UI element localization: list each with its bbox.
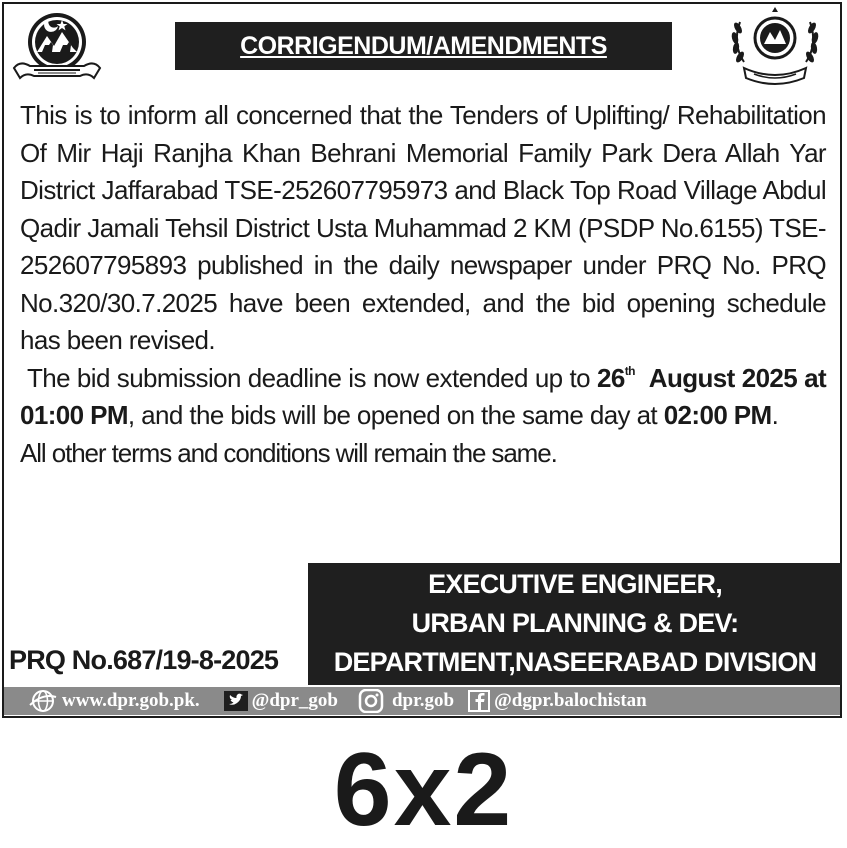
deadline-day: 26 [596, 362, 625, 393]
balochistan-emblem-icon [10, 8, 104, 88]
signature-designation: EXECUTIVE ENGINEER, [428, 569, 722, 599]
notice-body [20, 97, 826, 472]
deadline-lead: The bid submission deadline is now extended up to [26, 362, 597, 393]
globe-icon [28, 689, 58, 713]
title-banner [175, 22, 672, 70]
body-paragraph-3: All other terms and conditions will remain the same. [20, 437, 557, 468]
facebook-icon [468, 690, 490, 712]
deadline-year-time: 2025 at 01:00 PM [20, 362, 827, 430]
paragraph-end: . [771, 400, 779, 430]
footer-twitter [224, 690, 338, 712]
twitter-handle[interactable]: @dpr_gob [251, 690, 338, 711]
opening-time: 02:00 PM [663, 400, 772, 430]
signature-department: URBAN PLANNING & DEV: [411, 608, 739, 638]
deadline-month: August [648, 362, 735, 393]
footer-bar [4, 687, 840, 715]
ad-size-label: 6x2 [333, 732, 514, 848]
footer-website [28, 689, 200, 713]
footer-instagram [358, 689, 454, 713]
footer-facebook [468, 690, 647, 712]
notice-title: CORRIGENDUM/AMENDMENTS [240, 31, 607, 60]
signature-division: DEPARTMENT,NASEERABAD DIVISION [333, 647, 817, 677]
facebook-handle[interactable]: @dgpr.balochistan [494, 690, 647, 711]
dgpr-emblem-icon [714, 4, 836, 86]
body-paragraph-1: This is to inform all concerned that the Tenders of Uplifting/ Rehabilitation Of Mir Haji Ranjha Khan Behrani Memorial Family Park Dera Allah Yar District Jaffarabad TSE-252607795973 and Black Top Road Village Abdul Qadir Jamali Tehsil District Usta Muhammad 2 KM (PSDP No.6155) TSE-252607795893 published in the daily newspaper under PRQ No. PRQ No.320/30.7.2025 have been extended, and the bid opening schedule has been revised. [20, 100, 826, 355]
instagram-handle[interactable]: dpr.gob [391, 690, 455, 711]
prq-number: PRQ No.687/19-8-2025 [9, 645, 279, 675]
website-link[interactable]: www.dpr.gob.pk. [62, 690, 200, 711]
opening-text: , and the bids will be opened on the same day at [127, 400, 658, 430]
deadline-day-suffix: th [624, 363, 635, 378]
signature-block [308, 563, 842, 685]
body-paragraph-2 [20, 360, 826, 435]
twitter-icon [224, 691, 248, 711]
instagram-icon [358, 689, 384, 713]
